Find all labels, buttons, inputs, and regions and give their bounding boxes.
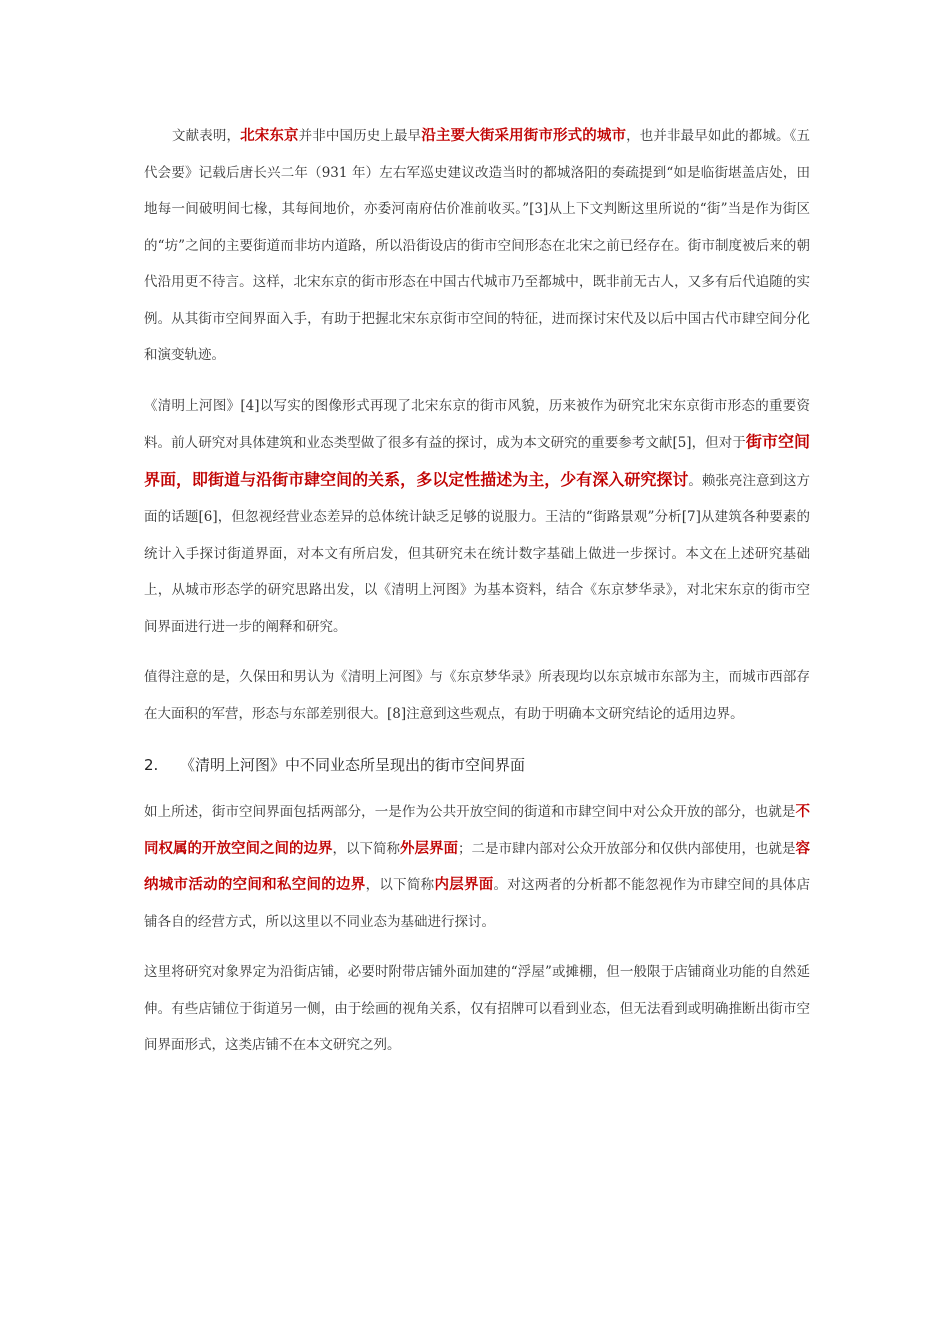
section-number: 2. (144, 756, 159, 774)
highlight-text: 北宋东京 (240, 128, 299, 144)
text: ，以下简称 (365, 877, 435, 893)
text: 文献表明， (172, 128, 241, 144)
paragraph-kubota (144, 659, 810, 732)
text: 这里将研究对象界定为沿街店铺，必要时附带店铺外面加建的“浮屋”或摊棚，但一般限于店铺商业功能的自然延伸。有些店铺位于街道另一侧，由于绘画的视角关系，仅有招牌可以看到业态，但无法看到或明确推断出街市空间界面形式，这类店铺不在本文研究之列。 (144, 964, 810, 1053)
highlight-text: 外层界面 (400, 840, 458, 857)
highlight-text: 沿主要大街采用街市形式的城市 (421, 128, 627, 144)
text: 。对这两者的分析都不能忽视作为市肆空间的具体店铺各自的经营方式，所以这里以不同业态为基础进行探讨。 (144, 877, 811, 930)
paragraph-qingming (144, 388, 810, 646)
section-heading (144, 752, 810, 778)
highlight-text: 内层界面 (434, 877, 494, 893)
text: ，以下简称 (332, 840, 400, 857)
paragraph-scope (144, 954, 810, 1064)
section-title: 《清明上河图》中不同业态所呈现出的街市空间界面 (180, 756, 526, 774)
text: 《清明上河图》[4]以写实的图像形式再现了北宋东京的街市风貌，历来被作为研究北宋东京街市形态的重要资料。前人研究对具体建筑和业态类型做了很多有益的探讨，成为本文研究的重要参考文献[5]，但对于 (144, 397, 810, 451)
paragraph-intro (144, 118, 810, 374)
highlight-text: 不同权属的开放空间之间的边界 (144, 804, 810, 857)
highlight-text: 街市空间界面，即街道与沿街市肆空间的关系，多以定性描述为主，少有深入研究探讨 (144, 432, 810, 489)
text: ，也并非最早如此的都城。《五代会要》记载后唐长兴二年（931 年）左右军巡史建议改造当时的都城洛阳的奏疏提到“如是临街堪盖店处，田地每一间破明间七椽，其每间地价，亦委河南府估价准前收买。”[3]从上下文判断这里所说的“街”当是作为街区的“坊”之间的主要街道而非坊内道路，所以沿街设店的街市空间形态在北宋之前已经存在。街市制度被后来的朝代沿用更不待言。这样，北宋东京的街市形态在中国古代城市乃至都城中，既非前无古人，又多有后代追随的实例。从其街市空间界面入手，有助于把握北宋东京街市空间的特征，进而探讨宋代及以后中国古代市肆空间分化和演变轨迹。 (144, 128, 811, 363)
text: 如上所述，街市空间界面包括两部分，一是作为公共开放空间的街道和市肆空间中对公众开放的部分，也就是 (144, 804, 796, 820)
highlight-text: 容纳城市活动的空间和私空间的边界 (144, 840, 810, 893)
text: 值得注意的是，久保田和男认为《清明上河图》与《东京梦华录》所表现均以东京城市东部为主，而城市西部存在大面积的军营，形态与东部差别很大。[8]注意到这些观点，有助于明确本文研究结论的适用边界。 (144, 669, 810, 722)
text: 。赖张亮注意到这方面的话题[6]，但忽视经营业态差异的总体统计缺乏足够的说服力。王洁的“街路景观”分析[7]从建筑各种要素的统计入手探讨街道界面，对本文有所启发，但其研究未在统计数字基础上做进一步探讨。本文在上述研究基础上，从城市形态学的研究思路出发，以《清明上河图》为基本资料，结合《东京梦华录》，对北宋东京的街市空间界面进行进一步的阐释和研究。 (144, 472, 810, 635)
paragraph-interface (144, 794, 810, 940)
text: ；二是市肆内部对公众开放部分和仅供内部使用，也就是 (458, 840, 796, 857)
text: 并非中国历史上最早 (298, 128, 422, 144)
